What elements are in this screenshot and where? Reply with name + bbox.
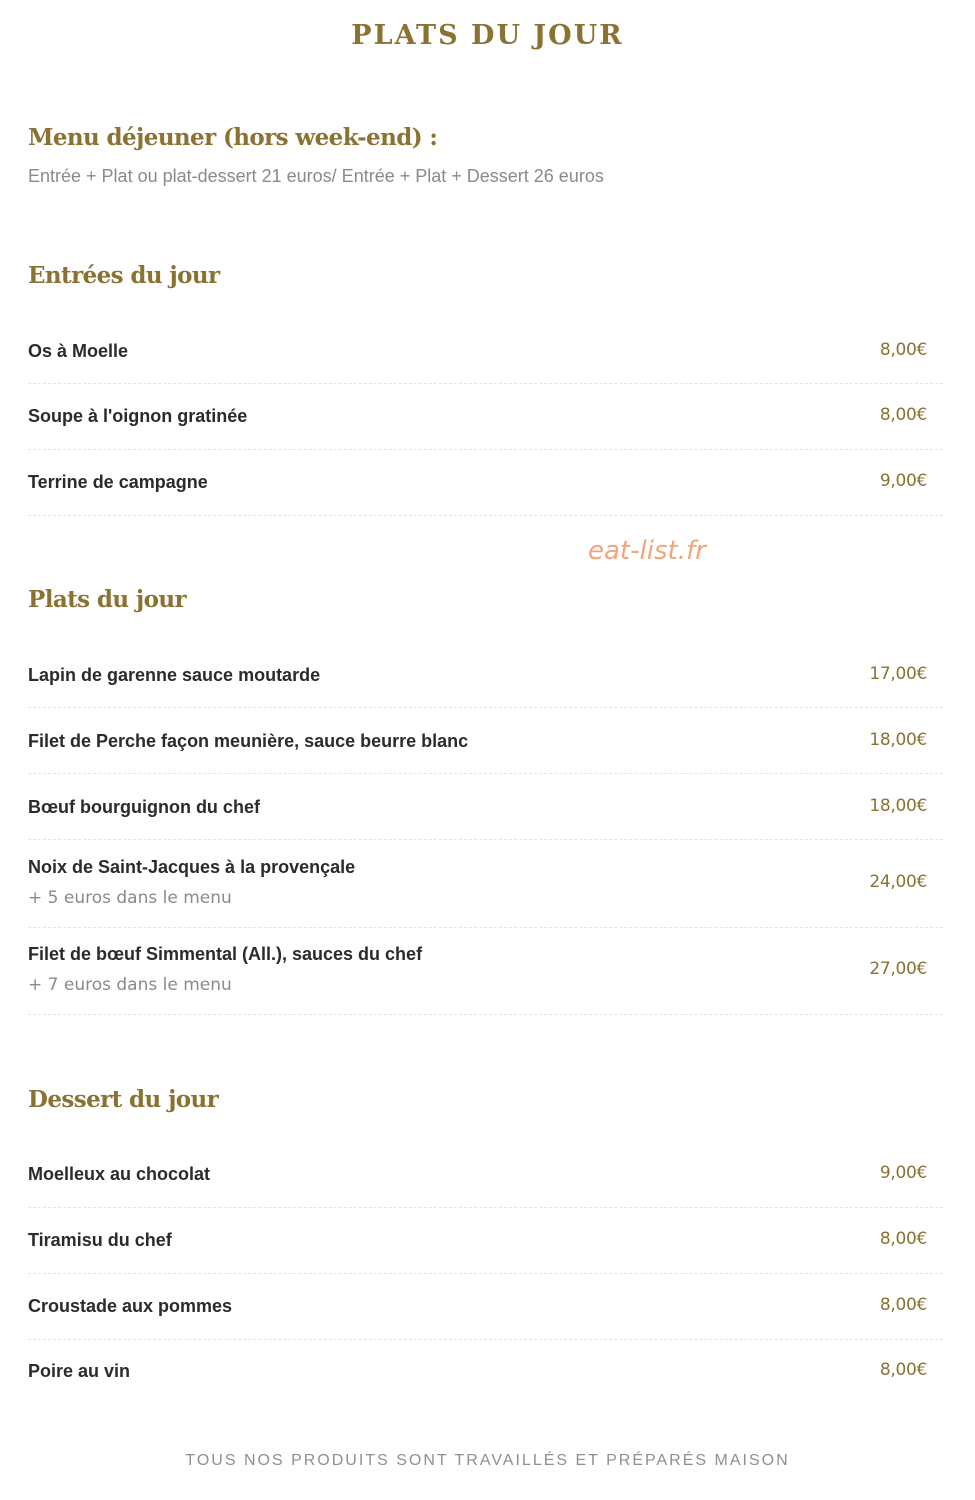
list-item: [28, 840, 943, 928]
item-price: 9,00€: [879, 471, 927, 491]
item-note: + 7 euros dans le menu: [28, 975, 232, 995]
list-item: [28, 928, 943, 1015]
section-heading-desserts: Dessert du jour: [28, 1086, 219, 1113]
watermark: eat-list.fr: [588, 536, 706, 566]
item-name: Bœuf bourguignon du chef: [28, 797, 260, 817]
item-price: 17,00€: [869, 664, 927, 684]
section-heading-entrees: Entrées du jour: [28, 262, 220, 289]
item-price: 9,00€: [879, 1163, 927, 1183]
desserts-list: [28, 1142, 943, 1406]
item-price: 24,00€: [869, 872, 927, 892]
item-price: 8,00€: [879, 1229, 927, 1249]
page-title: PLATS DU JOUR: [351, 20, 624, 51]
item-price: 8,00€: [879, 1295, 927, 1315]
lunch-menu-description: Entrée + Plat ou plat-dessert 21 euros/ Entrée + Plat + Dessert 26 euros: [28, 166, 604, 186]
footer-note: TOUS NOS PRODUITS SONT TRAVAILLÉS ET PRÉPARÉS MAISON: [185, 1452, 790, 1469]
item-name: Filet de bœuf Simmental (All.), sauces du chef: [28, 944, 423, 964]
item-name: Moelleux au chocolat: [28, 1164, 211, 1184]
item-name: Noix de Saint-Jacques à la provençale: [28, 857, 356, 877]
item-name: Terrine de campagne: [28, 472, 208, 492]
item-price: 8,00€: [879, 340, 927, 360]
list-item: [28, 384, 943, 450]
item-price: 18,00€: [869, 796, 927, 816]
item-price: 8,00€: [879, 405, 927, 425]
item-price: 8,00€: [879, 1360, 927, 1380]
item-name: Lapin de garenne sauce moutarde: [28, 665, 321, 685]
list-item: [28, 1142, 943, 1208]
entrees-list: [28, 318, 943, 516]
list-item: [28, 1274, 943, 1340]
item-name: Os à Moelle: [28, 341, 129, 361]
list-item: [28, 450, 943, 516]
section-heading-plats: Plats du jour: [28, 586, 187, 613]
item-name: Poire au vin: [28, 1361, 131, 1381]
list-item: [28, 642, 943, 708]
item-name: Filet de Perche façon meunière, sauce beurre blanc: [28, 731, 469, 751]
item-name: Soupe à l'oignon gratinée: [28, 406, 248, 426]
plats-list: [28, 642, 943, 1015]
item-price: 18,00€: [869, 730, 927, 750]
lunch-menu-heading: Menu déjeuner (hors week-end) :: [28, 124, 438, 151]
list-item: [28, 318, 943, 384]
item-note: + 5 euros dans le menu: [28, 888, 232, 908]
list-item: [28, 1340, 943, 1406]
item-price: 27,00€: [869, 959, 927, 979]
item-name: Tiramisu du chef: [28, 1230, 172, 1250]
list-item: [28, 1208, 943, 1274]
list-item: [28, 774, 943, 840]
item-name: Croustade aux pommes: [28, 1296, 233, 1316]
list-item: [28, 708, 943, 774]
